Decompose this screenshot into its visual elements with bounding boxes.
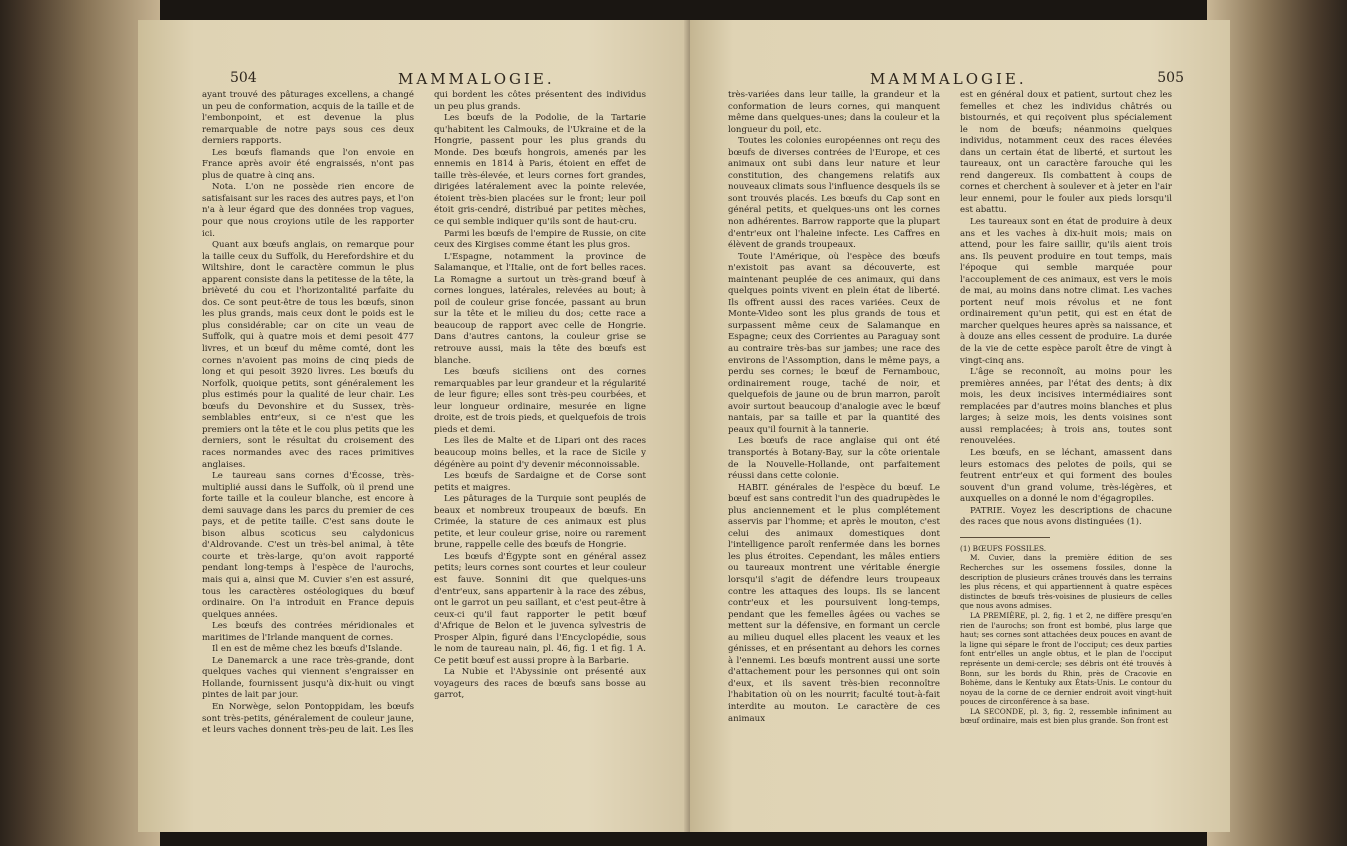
paragraph: En Norwège, selon Pontoppidam, les bœufs sont très-petits, généralement de couleur jaune, et leurs vaches donnent très-peu de lait. Les îles [202,701,414,736]
paragraph: Les bœufs d'Égypte sont en général assez petits; leurs cornes sont courtes et leur couleur est fauve. Sonnini dit que quelques-uns d'entr'eux, sans appartenir à la race des zébus, ont le garrot un peu saillant, et c'est peut-être à ceux-ci qu'il faut rapporter le petit bœuf d'Afrique de Belon et le juvenca sylvestris de Prosper Alpin, figuré dans l'Encyclopédie, sous le nom de taureau nain, pl. 46, fig. 1 et fig. 1 A. Ce petit bœuf est aussi propre à la Barbarie. [434,551,646,666]
paragraph: Toute l'Amérique, où l'espèce des bœufs n'existoit pas avant sa découverte, est maintenant peuplée de ces animaux, qui dans quelques points vivent en plein état de liberté. Ils offrent aussi des races variées. Ceux de Monte-Video sont les plus grands de tous et surpassent même ceux de Salamanque en Espagne; ceux des Corrientes au Paraguay sont au contraire très-bas sur jambes; une race des environs de l'Assomption, dans le même pays, a perdu ses cornes; le bœuf de Fernambouc, ordinairement rouge, taché de noir, et quelquefois de jaune ou de brun marron, paroît avoir surtout beaucoup d'analogie avec le bœuf nantais, par sa taille et par la quantité des peaux qu'il fournit à la tannerie. [728,251,940,435]
paragraph: La Nubie et l'Abyssinie ont présenté aux voyageurs des races de bœufs sans bosse au garrot, [434,667,646,701]
footnote-paragraph: (1) BŒUFS FOSSILES. [960,543,1047,553]
right-column-2 [960,90,1172,529]
paragraph: Les bœufs flamands que l'on envoie en France après avoir été engraissés, n'ont pas plus de quatre à cinq ans. [202,147,414,181]
paragraph: Les taureaux sont en état de produire à deux ans et les vaches à dix-huit mois; mais on attend, pour les faire saillir, qu'ils aient trois ans. Ils peuvent produire en tout temps, mais l'époque qui semble marquée pour l'accouplement de ces animaux, est vers le mois de mai, au moins dans notre climat. Les vaches portent neuf mois révolus et ne font ordinairement qu'un petit, qui est en état de marcher quelques heures après sa naissance, et à douze ans elles cessent de produire. La durée de la vie de cette espèce paroît être de vingt à vingt-cinq ans. [960,217,1172,366]
left-column-1 [202,90,414,737]
paragraph: Toutes les colonies européennes ont reçu des bœufs de diverses contrées de l'Europe, et ces animaux ont subi dans leur nature et leur constitution, des changemens relatifs aux nouveaux climats sous l'influence desquels ils se sont trouvés placés. Les bœufs du Cap sont en général petits, et quelques-uns ont les cornes non adhérentes. Barrow rapporte que la plupart d'entr'eux ont l'haleine infecte. Les Caffres en élèvent de grands troupeaux. [728,136,940,251]
paragraph: Le taureau sans cornes d'Écosse, très-multiplié aussi dans le Suffolk, où il prend une forte taille et la couleur blanche, est encore à demi sauvage dans les parcs du premier de ces pays, et de petite taille. C'est sans doute le bison albus scoticus seu calydonicus d'Aldrovande. C'est un très-bel animal, à tête courte et très-large, qu'on avoit rapporté pendant long-temps à l'espèce de l'aurochs, mais qui a, ainsi que M. Cuvier s'en est assuré, tous les caractères ostéologiques du bœuf ordinaire. On l'a introduit en France depuis quelques années. [202,471,414,620]
left-page [138,20,700,832]
paragraph: Les bœufs des contrées méridionales et maritimes de l'Irlande manquent de cornes. [202,621,414,643]
footnotes [960,544,1172,726]
paragraph: L'Espagne, notamment la province de Salamanque, et l'Italie, ont de fort belles races. La Romagne a surtout un très-grand bœuf à cornes longues, latérales, relevées au bout; à poil de couleur grise foncée, passant au brun sur la tête et le milieu du dos; cette race a beaucoup de rapport avec celle de Hongrie. Dans d'autres cantons, la couleur grise se retrouve aussi, mais la tête des bœufs est blanche. [434,251,646,366]
paragraph: Parmi les bœufs de l'empire de Russie, on cite ceux des Kirgises comme étant les plus gros. [434,228,646,251]
footnote-paragraph: LA SECONDE, pl. 3, fig. 2, ressemble infiniment au bœuf ordinaire, mais est bien plus grande. Son front est [960,706,1172,726]
paragraph: Quant aux bœufs anglais, on remarque pour la taille ceux du Suffolk, du Herefordshire et du Wiltshire, dont le caractère commun le plus apparent consiste dans la petitesse de la tête, la brièveté du cou et l'horizontalité parfaite du dos. Ce sont peut-être de tous les bœufs, sinon les plus grands, mais ceux dont le poids est le plus considérable; car on cite un veau de Suffolk, qui à quatre mois et demi pesoit 477 livres, et un bœuf du même comté, dont les cornes n'avoient pas moins de cinq pieds de long et qui pesoit 3920 livres. Les bœufs du Norfolk, quoique petits, sont généralement les plus estimés pour la qualité de leur chair. Les bœufs du Devonshire et du Sussex, très-semblables entr'eux, si ce n'est que les premiers ont la tête et le cou plus petits que les derniers, sont le résultat du croisement des races normandes avec des races primitives anglaises. [202,240,414,470]
paragraph: qui bordent les côtes présentent des individus un peu plus grands. [434,90,646,112]
page-number-right: 505 [1157,70,1184,86]
paragraph: Les îles de Malte et de Lipari ont des races beaucoup moins belles, et la race de Sicile y dégénère au point d'y devenir méconnoissable. [434,436,646,470]
paragraph: ayant trouvé des pâturages excellens, a changé un peu de conformation, acquis de la taille et de l'embonpoint, et est devenue la plus remarquable de notre pays sous ces deux derniers rapports. [202,90,414,147]
right-page [690,20,1230,832]
paragraph: Les bœufs siciliens ont des cornes remarquables par leur grandeur et la régularité de leur figure; elles sont très-peu courbées, et leur longueur ordinaire, mesurée en ligne droite, est de trois pieds, et quelquefois de trois pieds et demi. [434,367,646,435]
left-columns [202,90,674,737]
paragraph: Les pâturages de la Turquie sont peuplés de beaux et nombreux troupeaux de bœufs. En Crimée, la stature de ces animaux est plus petite, et leur couleur grise, noire ou rarement brune, rappelle celle des bœufs de Hongrie. [434,494,646,551]
paragraph: Les bœufs de race anglaise qui ont été transportés à Botany-Bay, sur la côte orientale de la Nouvelle-Hollande, ont parfaitement réussi dans cette colonie. [728,436,940,482]
running-head-left: MAMMALOGIE. [398,70,555,88]
footnote-paragraph: LA PREMIÈRE, pl. 2, fig. 1 et 2, ne diffère presqu'en rien de l'aurochs; son front est bombé, plus large que haut; ses cornes sont attachées deux pouces en avant de la ligne qui sépare le front de l'occiput; ces deux parties font entr'elles un angle obtus, et le plan de l'occiput représente un demi-cercle; ses débris ont été trouvés à Bonn, sur les bords du Rhin, près de Cracovie en Bohème, dans le Kentuky aux États-Unis. Le contour du noyau de la corne de ce dernier endroit avoit vingt-huit pouces de circonférence à sa base. [960,610,1172,707]
paragraph: HABIT. générales de l'espèce du bœuf. Le bœuf est sans contredit l'un des quadrupèdes le plus anciennement et le plus complétement asservis par l'homme; et après le mouton, c'est celui des animaux domestiques dont l'intelligence paroît renfermée dans les bornes les plus étroites. Cependant, les mâles entiers ou taureaux montrent une véritable énergie lorsqu'il s'agit de défendre leurs troupeaux contre les attaques des loups. Ils se lancent contr'eux et les poursuivent long-temps, pendant que les femelles âgées ou vaches se mettent sur la défensive, en formant un cercle au milieu duquel elles placent les veaux et les génisses, et en présentant au dehors les cornes à l'ennemi. Les bœufs montrent aussi une sorte d'attachement pour les personnes qui ont soin d'eux, et ils savent très-bien reconnoître l'habitation où on les nourrit; faculté tout-à-fait interdite au mouton. Le caractère de ces animaux [728,482,940,724]
paragraph: Nota. L'on ne possède rien encore de satisfaisant sur les races des autres pays, et l'on n'a à leur égard que des données trop vagues, pour que nous croyions utile de les rapporter ici. [202,182,414,239]
footnote-paragraph: M. Cuvier, dans la première édition de ses Recherches sur les ossemens fossiles, donne la description de plusieurs crânes trouvés dans les terrains les plus récens, et qui appartiennent à quatre espèces distinctes de bœufs très-voisines de plusieurs de celles que nous avons admises. [960,553,1172,611]
page-number-left: 504 [230,70,257,86]
right-columns [728,90,1190,726]
paragraph: est en général doux et patient, surtout chez les femelles et chez les individus châtrés ou bistournés, et qui reçoivent plus spécialement le nom de bœufs; néanmoins quelques individus, notamment ceux des races élevées dans un certain état de liberté, et surtout les taureaux, ont un caractère farouche qui les rend dangereux. Ils combattent à coups de cornes et cherchent à soulever et à jeter en l'air leur ennemi, pour le fouler aux pieds lorsqu'il est abattu. [960,90,1172,216]
paragraph: L'âge se reconnoît, au moins pour les premières années, par l'état des dents; à dix mois, les deux incisives intermédiaires sont remplacées par d'autres moins blanches et plus larges; à seize mois, les dents voisines sont aussi remplacées; à trois ans, toutes sont renouvelées. [960,367,1172,447]
footnote-rule [960,537,1050,538]
right-column-1 [728,90,940,726]
left-column-2 [434,90,646,737]
running-head-right: MAMMALOGIE. [870,70,1027,88]
paragraph: PATRIE. Voyez les descriptions de chacune des races que nous avons distinguées (1). [960,505,1172,528]
book-edge-left [0,0,160,846]
paragraph: Le Danemarck a une race très-grande, dont quelques vaches qui viennent s'engraisser en Hollande, fournissent jusqu'à dix-huit ou vingt pintes de lait par jour. [202,655,414,701]
paragraph: Les bœufs, en se léchant, amassent dans leurs estomacs des pelotes de poils, qui se feutrent entr'eux et qui forment des boules souvent d'un grand volume, très-légères, et auxquelles on a donné le nom d'égagropiles. [960,447,1172,505]
paragraph: très-variées dans leur taille, la grandeur et la conformation de leurs cornes, qui manquent même dans quelques-unes; dans la couleur et la longueur du poil, etc. [728,90,940,135]
paragraph: Il en est de même chez les bœufs d'Islande. [212,644,403,655]
paragraph: Les bœufs de la Podolie, de la Tartarie qu'habitent les Calmouks, de l'Ukraine et de la Hongrie, passent pour les plus grands du Monde. Des bœufs hongrois, amenés par les ennemis en 1814 à Paris, étoient en effet de taille très-élevée, et leurs cornes fort grandes, dirigées latéralement avec la pointe relevée, étoient très-bien placées sur le front; leur poil étoit gris-cendré, distribué par petites mèches, ce qui semble indiquer qu'ils sont de haut-cru. [434,113,646,228]
right-column-2-wrap [960,90,1172,726]
paragraph: Les bœufs de Sardaigne et de Corse sont petits et maigres. [434,471,646,493]
